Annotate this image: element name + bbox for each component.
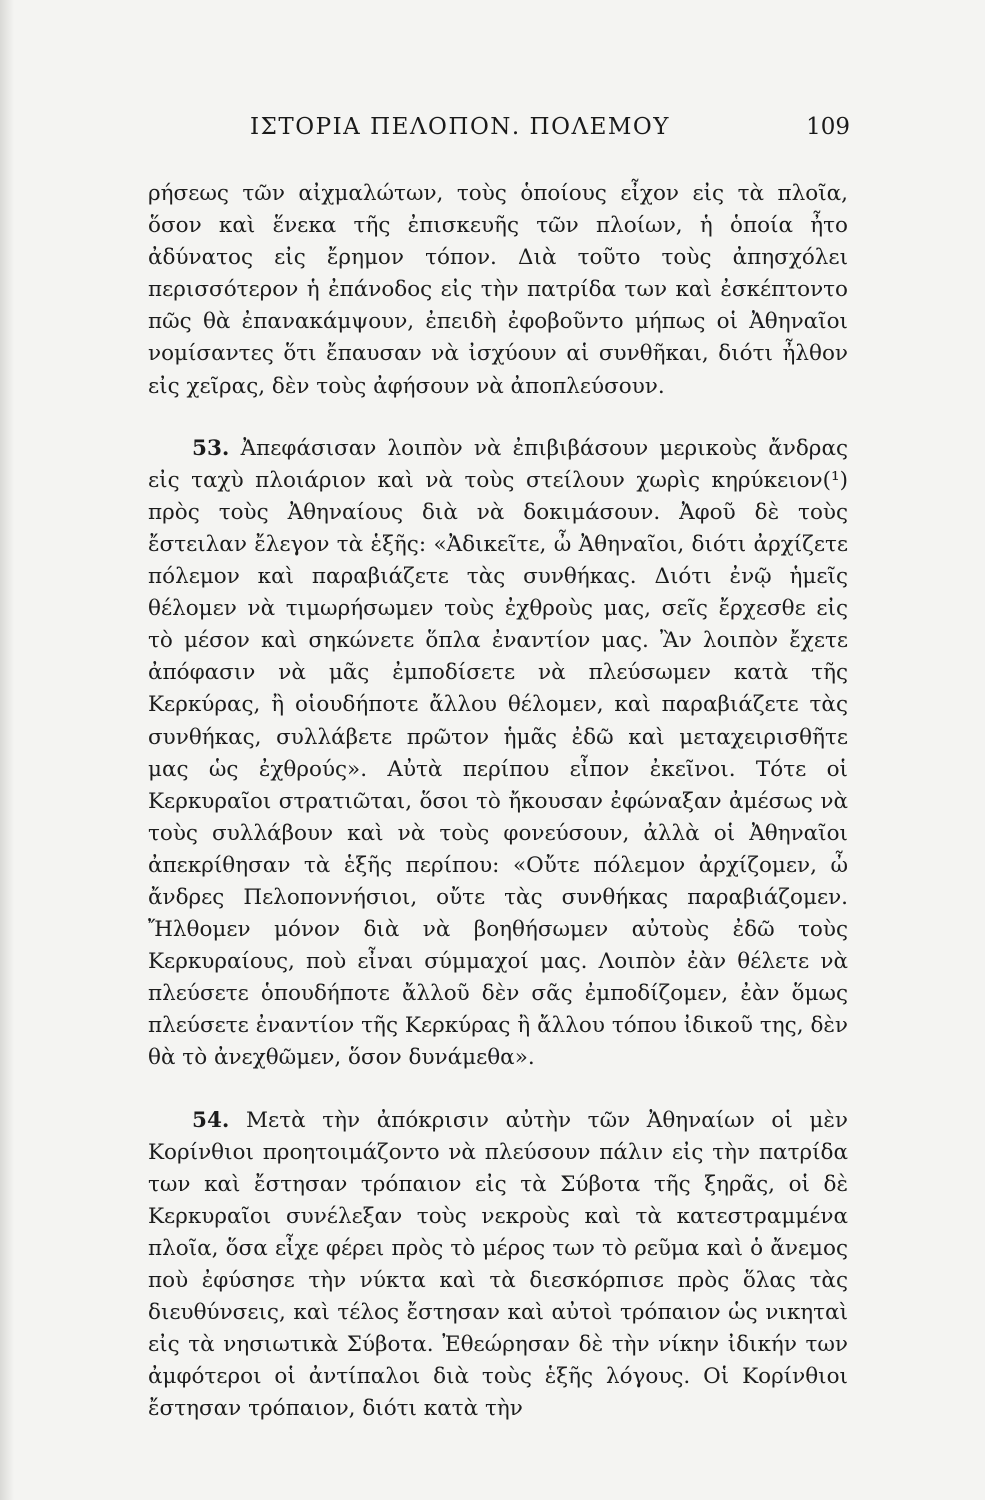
section-number: 54. [192, 1107, 230, 1133]
paragraph-section-53 [148, 433, 848, 1075]
paragraph-continuation [148, 178, 848, 403]
paragraph-section-54 [148, 1105, 848, 1426]
running-title: ΙΣΤΟΡΙΑ ΠΕΛΟΠΟΝ. ΠΟΛΕΜΟΥ [250, 114, 670, 140]
paragraph-text: Ἀπεφάσισαν λοιπὸν νὰ ἐπιβιβάσουν μερικοὺς ἄνδρας εἰς ταχὺ πλοιάριον καὶ νὰ τοὺς στείλουν χωρὶς κηρύκειον(¹) πρὸς τοὺς Ἀθηναίους διὰ νὰ δοκιμάσουν. Ἀφοῦ δὲ τοὺς ἔστειλαν ἔλεγον τὰ ἑξῆς: «Ἀδικεῖτε, ὦ Ἀθηναῖοι, διότι ἀρχίζετε πόλεμον καὶ παραβιάζετε τὰς συνθήκας. Διότι ἐνῷ ἡμεῖς θέλομεν νὰ τιμωρήσωμεν τοὺς ἐχθροὺς μας, σεῖς ἔρχεσθε εἰς τὸ μέσον καὶ σηκώνετε ὅπλα ἐναντίον μας. Ἂν λοιπὸν ἔχετε ἀπόφασιν νὰ μᾶς ἐμποδίσετε νὰ πλεύσωμεν κατὰ τῆς Κερκύρας, ἢ οἱουδήποτε ἄλλου θέλομεν, καὶ παραβιάζετε τὰς συνθήκας, συλλάβετε πρῶτον ἡμᾶς ἐδῶ καὶ μεταχειρισθῆτε μας ὡς ἐχθρούς». Αὐτὰ περίπου εἶπον ἐκεῖνοι. Τότε οἱ Κερκυραῖοι στρατιῶται, ὅσοι τὸ ἤκουσαν ἐφώναξαν ἀμέσως νὰ τοὺς συλλάβουν καὶ νὰ τοὺς φονεύσουν, ἀλλὰ οἱ Ἀθηναῖοι ἀπεκρίθησαν τὰ ἑξῆς περίπου: «Οὔτε πόλεμον ἀρχίζομεν, ὦ ἄνδρες Πελοποννήσιοι, οὔτε τὰς συνθήκας παραβιάζομεν. Ἤλθομεν μόνον διὰ νὰ βοηθήσωμεν αὐτοὺς ἐδῶ τοὺς Κερκυραίους, ποὺ εἶναι σύμμαχοί μας. Λοιπὸν ἐὰν θέλετε νὰ πλεύσετε ὁπουδήποτε ἄλλοῦ δὲν σᾶς ἐμποδίζομεν, ἐὰν ὅμως πλεύσετε ἐναντίον τῆς Κερκύρας ἢ ἄλλου τόπου ἰδικοῦ της, δὲν θὰ τὸ ἀνεχθῶμεν, ὅσον δυνάμεθα». [148, 435, 849, 1071]
paragraph-text: ρήσεως τῶν αἰχμαλώτων, τοὺς ὁποίους εἶχον εἰς τὰ πλοῖα, ὅσον καὶ ἕνεκα τῆς ἐπισκευῆς τῶν πλοίων, ἡ ὁποία ἦτο ἀδύνατος εἰς ἔρημον τόπον. Διὰ τοῦτο τοὺς ἀπησχόλει περισσότερον ἡ ἐπάνοδος εἰς τὴν πατρίδα των καὶ ἐσκέπτοντο πῶς θὰ ἐπανακάμψουν, ἐπειδὴ ἐφοβοῦντο μήπως οἱ Ἀθηναῖοι νομίσαντες ὅτι ἔπαυσαν νὰ ἰσχύουν αἱ συνθῆκαι, διότι ἦλθον εἰς χεῖρας, δὲν τοὺς ἀφήσουν νὰ ἀποπλεύσουν. [148, 181, 848, 399]
page-number: 109 [806, 114, 850, 140]
section-number: 53. [192, 435, 230, 461]
page-gutter-shadow [0, 0, 14, 1500]
paragraph-text: Μετὰ τὴν ἀπόκρισιν αὐτὴν τῶν Ἀθηναίων οἱ μὲν Κορίνθιοι προητοιμάζοντο νὰ πλεύσουν πάλιν εἰς τὴν πατρίδα των καὶ ἔστησαν τρόπαιον εἰς τὰ Σύβοτα τῆς ξηρᾶς, οἱ δὲ Κερκυραῖοι συνέλεξαν τοὺς νεκροὺς καὶ τὰ κατεστραμμένα πλοῖα, ὅσα εἶχε φέρει πρὸς τὸ μέρος των τὸ ρεῦμα καὶ ὁ ἄνεμος ποὺ ἐφύσησε τὴν νύκτα καὶ τὰ διεσκόρπισε πρὸς ὅλας τὰς διευθύνσεις, καὶ τέλος ἔστησαν καὶ αὐτοὶ τρόπαιον ὡς νικηταὶ εἰς τὰ νησιωτικὰ Σύβοτα. Ἐθεώρησαν δὲ τὴν νίκην ἰδικήν των ἀμφότεροι οἱ ἀντίπαλοι διὰ τοὺς ἑξῆς λόγους. Οἱ Κορίνθιοι ἔστησαν τρόπαιον, διότι κατὰ τὴν [148, 1107, 848, 1422]
body-text [148, 178, 848, 1425]
